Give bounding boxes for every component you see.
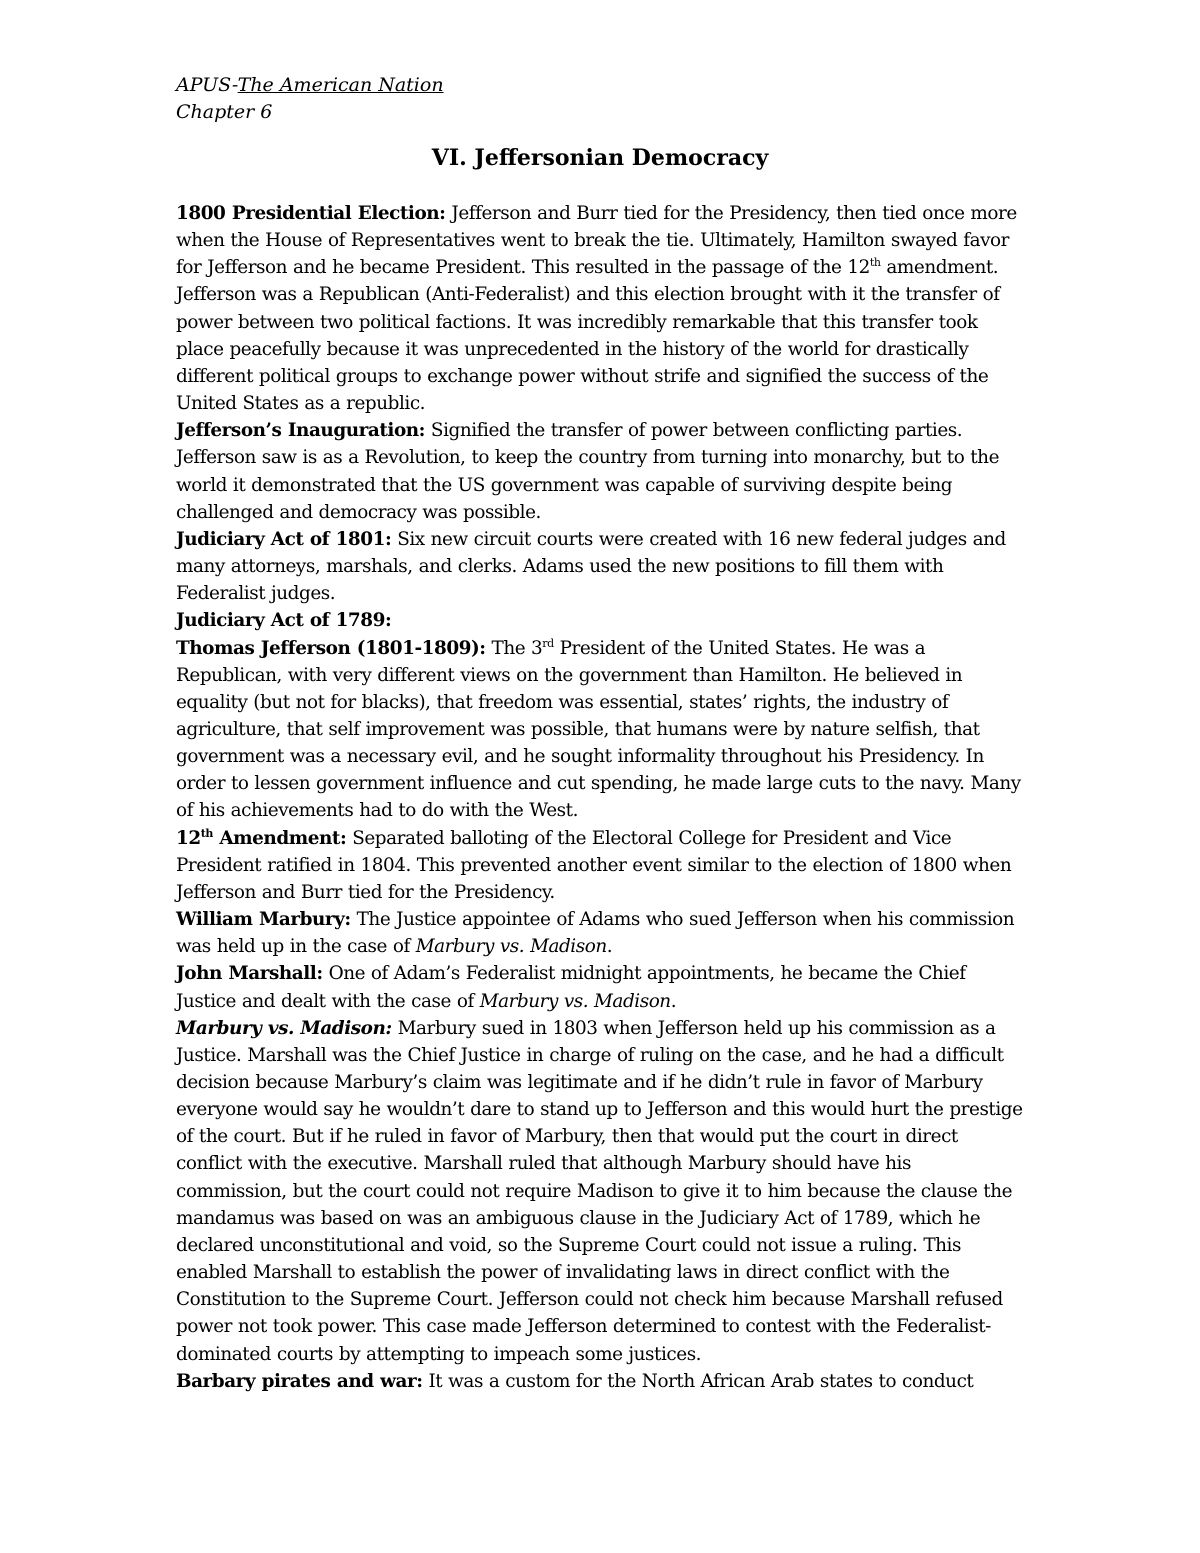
- superscript-rd: rd: [542, 636, 554, 650]
- term-inauguration: Jefferson’s Inauguration:: [176, 420, 426, 442]
- term-thomas-jefferson: Thomas Jefferson (1801-1809):: [176, 637, 486, 659]
- text-thomas-jefferson-part1: The 3: [485, 637, 543, 659]
- text-william-marbury-end: .: [606, 936, 613, 958]
- superscript-th: th: [869, 256, 881, 270]
- term-judiciary-1801: Judiciary Act of 1801:: [176, 528, 392, 550]
- entry-marbury-vs-madison: [176, 1015, 1026, 1368]
- term-john-marshall: John Marshall:: [176, 963, 323, 985]
- entry-election-1800: [176, 200, 1026, 417]
- text-election-1800-part2: amendment. Jefferson was a Republican (Anti-Federalist) and this election brought with it the transfer of power between two political factions. It was incredibly remarkable that this transfer took place peacefully because it was unprecedented in the history of the world for drastically different political groups to exchange power without strife and signified the success of the United States as a republic.: [176, 257, 1000, 415]
- document-header: [176, 72, 444, 126]
- text-12th-amendment: Separated balloting of the Electoral College for President and Vice President ratified in 1804. This prevented another event similar to the election of 1800 when Jefferson and Burr tied for the Presidency.: [176, 827, 1012, 903]
- text-thomas-jefferson-part2: President of the United States. He was a Republican, with very different views on the government than Hamilton. He believed in equality (but not for blacks), that freedom was essential, states’ rights, the industry of agriculture, that self improvement was possible, that humans were by nature selfish, that government was a necessary evil, and he sought informality throughout his Presidency. In order to lessen government influence and cut spending, he made large cuts to the navy. Many of his achievements had to do with the West.: [176, 637, 1021, 822]
- course-line: [176, 72, 444, 99]
- chapter-label: Chapter 6: [176, 101, 273, 123]
- text-election-1800-part1: Jefferson and Burr tied for the Presidency, then tied once more when the House of Representatives went to break the tie. Ultimately, Hamilton swayed favor for Jefferson and he became President. This resulted in the passage of the 12: [176, 203, 1017, 279]
- case-name: Marbury vs. Madison: [479, 990, 671, 1012]
- entry-william-marbury: [176, 906, 1026, 960]
- entry-judiciary-1801: [176, 526, 1026, 607]
- term-judiciary-1789: Judiciary Act of 1789:: [176, 610, 392, 632]
- case-name: Marbury vs. Madison: [415, 936, 607, 958]
- text-william-marbury: The Justice appointee of Adams who sued Jefferson when his commission was held up in the case of: [176, 909, 1015, 958]
- superscript-th-term: th: [200, 826, 213, 840]
- page-title: VI. Jeffersonian Democracy: [431, 145, 769, 171]
- text-marbury-vs-madison: Marbury sued in 1803 when Jefferson held up his commission as a Justice. Marshall was the Chief Justice in charge of ruling on the case, and he had a difficult decision because Marbury’s claim was legitimate and if he didn’t rule in favor of Marbury everyone would say he wouldn’t dare to stand up to Jefferson and this would hurt the prestige of the court. But if he ruled in favor of Marbury, then that would put the court in direct conflict with the executive. Marshall ruled that although Marbury should have his commission, but the court could not require Madison to give it to him because the clause the mandamus was based on was an ambiguous clause in the Judiciary Act of 1789, which he declared unconstitutional and void, so the Supreme Court could not issue a ruling. This enabled Marshall to establish the power of invalidating laws in direct conflict with the Constitution to the Supreme Court. Jefferson could not check him because Marshall refused power not took power. This case made Jefferson determined to contest with the Federalist-dominated courts by attempting to impeach some justices.: [176, 1017, 1023, 1365]
- entry-barbary-pirates: [176, 1368, 1026, 1395]
- term-12th-amendment: [176, 828, 346, 849]
- term-election-1800: 1800 Presidential Election:: [176, 203, 446, 224]
- term-william-marbury: William Marbury:: [176, 909, 351, 931]
- text-judiciary-1801: Six new circuit courts were created with 16 new federal judges and many attorneys, marshals, and clerks. Adams used the new positions to fill them with Federalist judges.: [176, 528, 1006, 605]
- entry-judiciary-1789: [176, 607, 1026, 634]
- text-john-marshall-end: .: [670, 990, 677, 1012]
- entry-inauguration: [176, 417, 1026, 526]
- term-12th-rest: Amendment:: [212, 827, 347, 849]
- text-barbary-pirates: It was a custom for the North African Arab states to conduct: [422, 1370, 974, 1392]
- entry-12th-amendment: [176, 825, 1026, 906]
- term-marbury-vs-madison: Marbury vs. Madison:: [176, 1017, 392, 1039]
- entry-john-marshall: [176, 960, 1026, 1014]
- term-barbary-pirates: Barbary pirates and war:: [176, 1370, 423, 1392]
- text-inauguration: Signified the transfer of power between conflicting parties. Jefferson saw is as a Revolution, to keep the country from turning into monarchy, but to the world it demonstrated that the US government was capable of surviving despite being challenged and democracy was possible.: [176, 420, 1000, 523]
- text-john-marshall: One of Adam’s Federalist midnight appointments, he became the Chief Justice and dealt with the case of: [176, 963, 966, 1012]
- entry-thomas-jefferson: [176, 635, 1026, 825]
- course-prefix: APUS-: [176, 74, 238, 96]
- document-body: [176, 200, 1026, 1395]
- course-title: The American Nation: [237, 74, 444, 96]
- term-12th-number: 12: [176, 827, 201, 849]
